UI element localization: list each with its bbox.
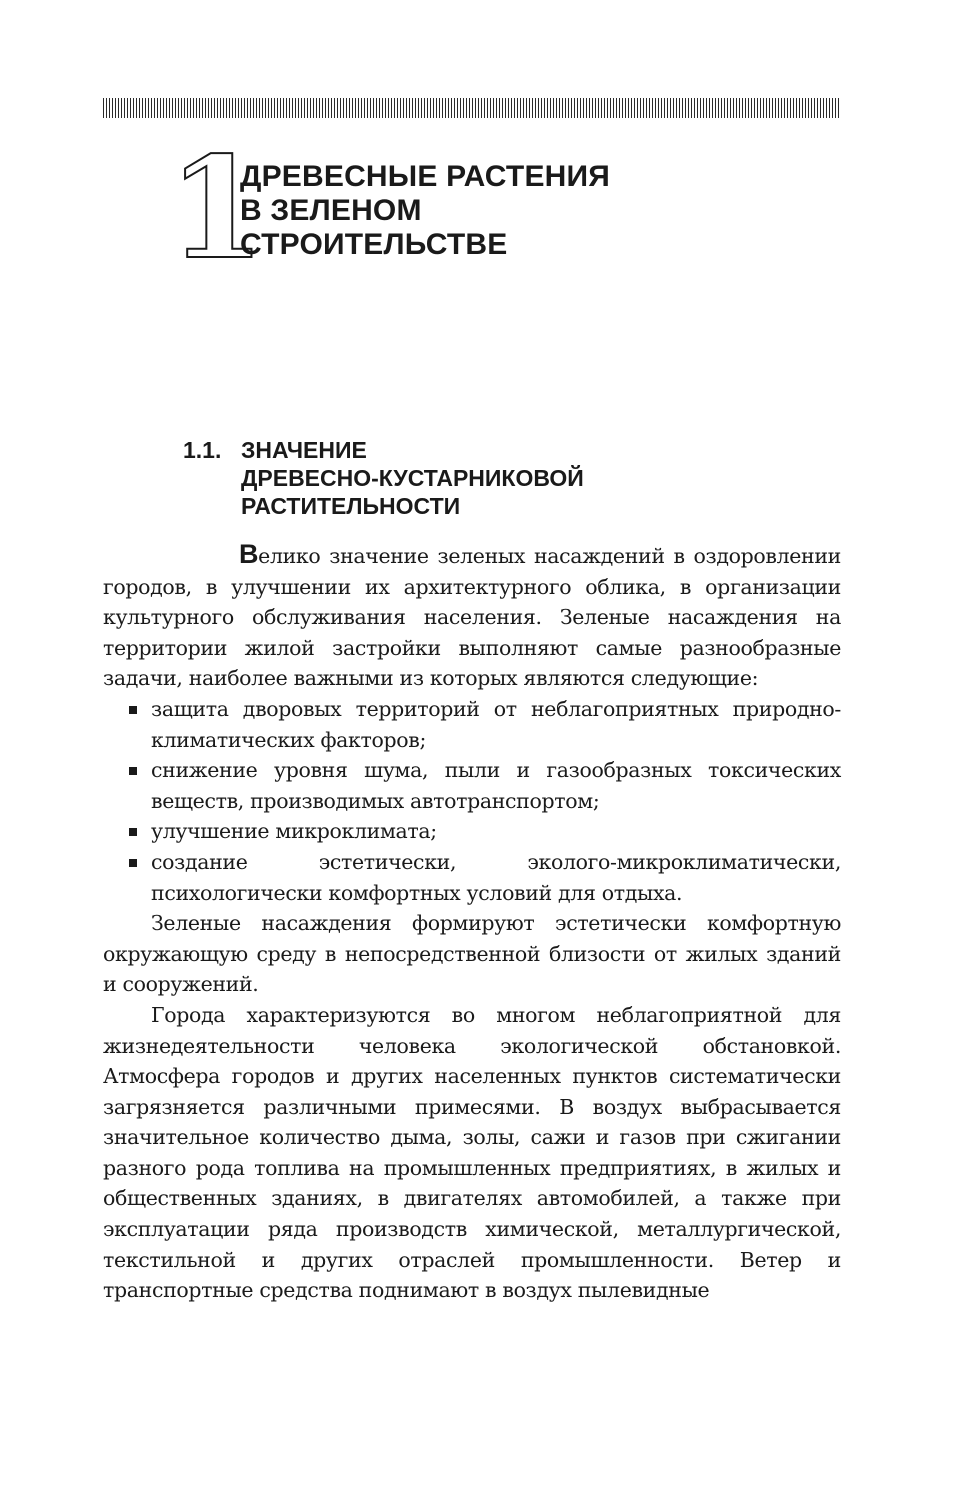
paragraph: Города характеризуются во многом неблагоприятной для жизнедеятельности человека экологической обстановкой. Атмосфера городов и других населенных пунктов систематически загрязняется различными примесями. В воздух выбрасывается значительное количество дыма, золы, сажи и газов при сжигании разного рода топлива на промышленных предприятиях, в жилых и общественных зданиях, в двигателях автомобилей, а также при эксплуатации ряда производств химической, металлургической, текстильной и других отраслей промышленности. Ветер и транспортные средства поднимают в воздух пылевидные [103, 1002, 841, 1303]
chapter-title-line: СТРОИТЕЛЬСТВЕ [240, 228, 508, 261]
list-item-text: улучшение микроклимата; [151, 819, 437, 844]
list-item-text: снижение уровня шума, пыли и газообразных токсических веществ, производимых автотранспортом; [151, 758, 841, 813]
body-text [103, 539, 841, 1306]
paragraph: Зеленые насаждения формируют эстетически комфортную окружающую среду в непосредственной близости от жилых зданий и сооружений. [103, 911, 841, 997]
list-item [103, 755, 841, 816]
list-item [103, 694, 841, 755]
list-item [103, 847, 841, 908]
section-title-line: ЗНАЧЕНИЕ [241, 437, 367, 463]
square-bullet-icon [129, 859, 137, 867]
section-number: 1.1. [183, 437, 222, 463]
header-hatch-bar [103, 98, 841, 118]
square-bullet-icon [129, 828, 137, 836]
intro-paragraph [103, 539, 841, 694]
chapter-number: 1 [168, 127, 266, 291]
square-bullet-icon [129, 706, 137, 714]
list-item-text: защита дворовых территорий от неблагоприятных природно-климатических факторов; [151, 696, 841, 752]
benefits-list [103, 694, 841, 908]
list-item-text: создание эстетически, эколого-микроклиматически, психологически комфортных условий для отдыха. [151, 849, 841, 905]
chapter-title-line: ДРЕВЕСНЫЕ РАСТЕНИЯ [240, 160, 611, 193]
drop-cap: В [239, 539, 259, 569]
section-title-line: ДРЕВЕСНО-КУСТАРНИКОВОЙ [241, 465, 584, 491]
chapter-title [240, 160, 610, 262]
section-heading [183, 436, 584, 520]
square-bullet-icon [129, 767, 137, 775]
intro-text: елико значение зеленых насаждений в оздоровлении городов, в улучшении их архитектурного облика, в организации культурного обслуживания населения. Зеленые насаждения на территории жилой застройки выполняют самые разнообразные задачи, наиболее важными из которых являются следующие: [103, 544, 841, 691]
section-title-line: РАСТИТЕЛЬНОСТИ [241, 493, 461, 519]
chapter-title-line: В ЗЕЛЕНОМ [240, 194, 422, 227]
list-item [103, 816, 841, 847]
